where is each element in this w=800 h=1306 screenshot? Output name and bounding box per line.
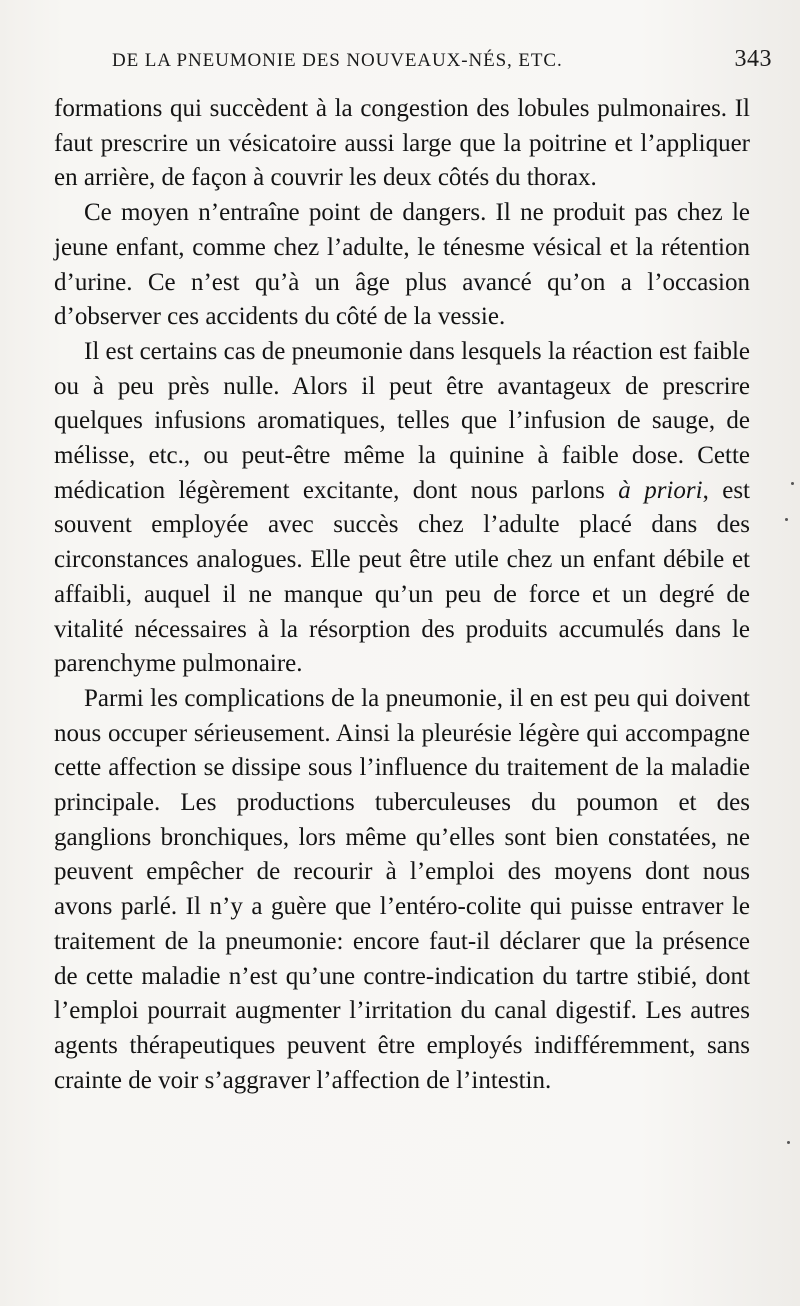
page-edge-speck xyxy=(785,518,788,521)
paragraph-2: Ce moyen n’entraîne point de dangers. Il ne produit pas chez le jeune enfant, comme chez l’adulte, le ténesme vésical et la rétention d’urine. Ce n’est qu’à un âge plus avancé qu’on a l’occasion d’observer ces accidents du côté de la vessie. xyxy=(54,199,750,331)
running-title: DE LA PNEUMONIE DES NOUVEAUX-NÉS, ETC. xyxy=(112,50,563,71)
running-head xyxy=(112,46,772,78)
paragraph-3-text-before: Il est certains cas de pneumonie dans lesquels la réaction est faible ou à peu près nulle. Alors il peut être avantageux de prescrire quelques infusions aromatiques, telles que l’infusion de sauge, de mélisse, etc., ou peut-être même la quinine à faible dose. Cette médication légèrement excitante, dont nous parlons xyxy=(54,337,750,504)
paragraph-1: formations qui succèdent à la congestion des lobules pulmonaires. Il faut prescrire un vésicatoire aussi large que la poitrine et l’appliquer en arrière, de façon à couvrir les deux côtés du thorax. xyxy=(54,95,750,192)
page-number: 343 xyxy=(734,46,772,72)
paragraph-4: Parmi les complications de la pneumonie, il en est peu qui doivent nous occuper sérieusement. Ainsi la pleurésie légère qui accompagne cette affection se dissipe sous l’influence du traitement de la maladie principale. Les productions tuberculeuses du poumon et des ganglions bronchiques, lors même qu’elles sont bien constatées, ne peuvent empêcher de recourir à l’emploi des moyens dont nous avons parlé. Il n’y a guère que l’entéro-colite qui puisse entraver le traitement de la pneumonie: encore faut-il déclarer que la présence de cette maladie n’est qu’une contre-indication du tartre stibié, dont l’emploi pourrait augmenter l’irritation du canal digestif. Les autres agents thérapeutiques peuvent être employés indifféremment, sans crainte de voir s’aggraver l’affection de l’intestin. xyxy=(54,684,750,1094)
page-edge-speck xyxy=(791,482,794,485)
page-edge-speck xyxy=(787,1141,790,1144)
paragraph-3-text-after: , est souvent employée avec succès chez l’adulte placé dans des circonstances analogues. Elle peut être utile chez un enfant débile et affaibli, auquel il ne manque qu’un peu de force et un degré de vitalité nécessaires à la résorption des produits accumulés dans le parenchyme pulmonaire. xyxy=(54,476,750,678)
body-text xyxy=(54,92,750,1098)
paragraph-3 xyxy=(54,335,750,682)
paragraph-3-emphasis: à priori xyxy=(618,476,703,504)
